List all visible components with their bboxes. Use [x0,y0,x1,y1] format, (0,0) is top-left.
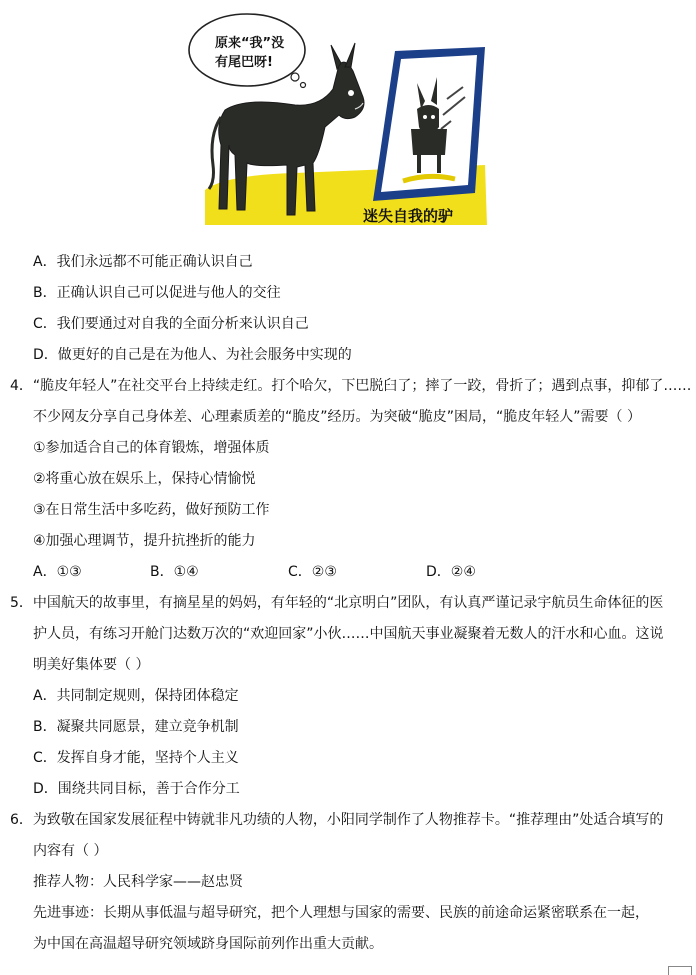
q5-option-c: C．发挥自身才能，坚持个人主义 [33,750,239,766]
q5-option-d: D．围绕共同目标，善于合作分工 [33,781,240,797]
q3-option-a: A．我们永远都不可能正确认识自己 [33,254,253,270]
q5-stem-line-2: 护人员，有练习开舱门达数万次的“欢迎回家”小伙……中国航天事业凝聚着无数人的汗水和心血。这说 [33,626,664,642]
bubble-line-2: 有尾巴呀! [215,55,273,70]
q4-choice-a: A．①③ [33,564,82,580]
q3-option-c: C．我们要通过对自我的全面分析来认识自己 [33,316,309,332]
page-corner-mark [668,966,692,975]
bubble-line-1: 原来“我”没 [215,36,285,51]
q4-stem-line-2: 不少网友分享自己身体差、心理素质差的“脆皮”经历。为突破“脆皮”困局，“脆皮年轻人”需要（ ） [33,409,641,425]
q6-deeds-line-2: 为中国在高温超导研究领域跻身国际前列作出重大贡献。 [33,936,383,952]
q4-choices [0,562,696,582]
q4-choice-c: C．②③ [288,564,337,580]
q4-item-2: ②将重心放在娱乐上，保持心情愉悦 [33,471,256,487]
q5-stem-line-1: 5．中国航天的故事里，有摘星星的妈妈，有年轻的“北京明白”团队，有认真严谨记录宇航员生命体征的医 [10,595,664,611]
q5-option-a: A．共同制定规则，保持团体稳定 [33,688,239,704]
illustration-caption: 迷失自我的驴 [363,207,454,225]
q4-stem-line-1: 4．“脆皮年轻人”在社交平台上持续走红。打个哈欠，下巴脱臼了；摔了一跤，骨折了；遇到点事，抑郁了…… [10,378,692,394]
q6-deeds-line-1: 先进事迹：长期从事低温与超导研究，把个人理想与国家的需要、民族的前途命运紧密联系在一起， [33,905,649,921]
q6-stem-line-1: 6．为致敬在国家发展征程中铸就非凡功绩的人物，小阳同学制作了人物推荐卡。“推荐理由”处适合填写的 [10,812,664,828]
q4-item-3: ③在日常生活中多吃药，做好预防工作 [33,502,270,518]
q4-choice-b: B．①④ [150,564,199,580]
q6-stem-line-2: 内容有（ ） [33,843,108,859]
q4-item-1: ①参加适合自己的体育锻炼，增强体质 [33,440,270,456]
q5-option-b: B．凝聚共同愿景，建立竞争机制 [33,719,239,735]
q3-option-b: B．正确认识自己可以促进与他人的交往 [33,285,281,301]
lost-donkey-illustration [185,5,490,227]
q5-stem-line-3: 明美好集体要（ ） [33,657,150,673]
q3-option-d: D．做更好的自己是在为他人、为社会服务中实现的 [33,347,352,363]
q4-item-4: ④加强心理调节，提升抗挫折的能力 [33,533,256,549]
q4-choice-d: D．②④ [426,564,476,580]
q6-recommended-person: 推荐人物：人民科学家——赵忠贤 [33,874,243,890]
